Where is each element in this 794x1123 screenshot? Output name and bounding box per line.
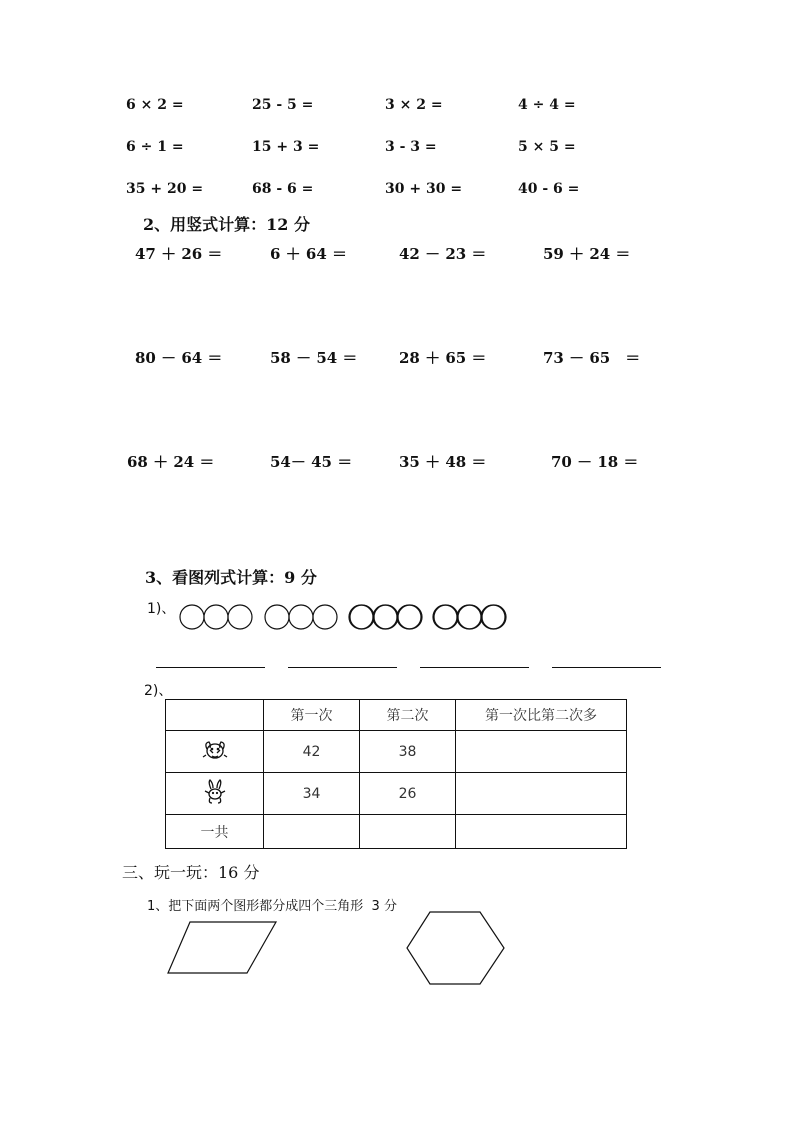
oral-problem: 15 + 3 = [252, 139, 320, 155]
table-row [166, 731, 627, 773]
circle-icon [433, 605, 457, 629]
oral-problem: 68 - 6 = [252, 181, 314, 197]
parallelogram-shape[interactable] [160, 915, 290, 980]
vertical-problem: 70 － 18 ＝ [551, 453, 639, 471]
table-row [166, 815, 627, 849]
oral-problem: 40 - 6 = [518, 181, 580, 197]
table-cell: 26 [360, 773, 456, 815]
vertical-problem: 6 ＋ 64 ＝ [270, 245, 347, 263]
answer-line[interactable] [552, 667, 661, 668]
answer-line[interactable] [288, 667, 397, 668]
table-answer-cell[interactable] [456, 773, 627, 815]
vertical-problem: 42 － 23 ＝ [399, 245, 487, 263]
table-header-cell: 第一次 [264, 700, 360, 731]
circle-icon [397, 605, 421, 629]
table-row [166, 773, 627, 815]
table-cell: 42 [264, 731, 360, 773]
table-header-row [166, 700, 627, 731]
circle-icon [265, 605, 289, 629]
oral-problem: 5 × 5 = [518, 139, 576, 155]
oral-problem: 30 + 30 = [385, 181, 463, 197]
section-play-title: 三、玩一玩：16 分 [122, 863, 260, 882]
table-answer-cell[interactable] [456, 731, 627, 773]
circle-icon [289, 605, 313, 629]
table-answer-cell[interactable] [456, 815, 627, 849]
circle-groups-figure-2 [0, 600, 794, 634]
table-cell: 38 [360, 731, 456, 773]
table-answer-cell[interactable] [360, 815, 456, 849]
vertical-problem: 59 ＋ 24 ＝ [543, 245, 631, 263]
oral-problem: 25 - 5 = [252, 97, 314, 113]
answer-line[interactable] [420, 667, 529, 668]
circle-icon [313, 605, 337, 629]
vertical-problem: 58 － 54 ＝ [270, 349, 358, 367]
circle-icon [457, 605, 481, 629]
vertical-problem: 28 ＋ 65 ＝ [399, 349, 487, 367]
oral-problem: 3 - 3 = [385, 139, 437, 155]
play-question-1: 1、把下面两个图形都分成四个三角形 3 分 [147, 899, 397, 914]
vertical-problem: 68 ＋ 24 ＝ [127, 453, 215, 471]
table-cell: 34 [264, 773, 360, 815]
section-2-title: 2、用竖式计算：12 分 [143, 215, 310, 234]
section-3-title: 3、看图列式计算：9 分 [145, 568, 317, 587]
circle-icon [180, 605, 204, 629]
rabbit-icon [203, 779, 227, 805]
oral-problem: 35 + 20 = [126, 181, 204, 197]
oral-problem: 6 × 2 = [126, 97, 184, 113]
table-icon-cell [166, 731, 264, 773]
vertical-problem: 54－ 45 ＝ [270, 453, 353, 471]
circle-icon [349, 605, 373, 629]
animal-face-icon [202, 739, 228, 761]
table-row-label: 一共 [166, 815, 264, 849]
vertical-problem: 47 ＋ 26 ＝ [135, 245, 223, 263]
oral-problem: 3 × 2 = [385, 97, 443, 113]
table-header-cell: 第二次 [360, 700, 456, 731]
table-header-cell: 第一次比第二次多 [456, 700, 627, 731]
table-header-cell [166, 700, 264, 731]
question-2-label: 2)、 [144, 683, 173, 699]
oral-problem: 6 ÷ 1 = [126, 139, 184, 155]
table-icon-cell [166, 773, 264, 815]
circle-icon [204, 605, 228, 629]
oral-problem: 4 ÷ 4 = [518, 97, 576, 113]
circle-icon [373, 605, 397, 629]
vertical-problem: 35 ＋ 48 ＝ [399, 453, 487, 471]
circle-icon [228, 605, 252, 629]
vertical-problem: 80 － 64 ＝ [135, 349, 223, 367]
table-answer-cell[interactable] [264, 815, 360, 849]
hexagon-shape[interactable] [400, 905, 512, 991]
comparison-table [165, 699, 627, 849]
answer-line[interactable] [156, 667, 265, 668]
circle-icon [481, 605, 505, 629]
question-1-label: 1)、 [147, 601, 176, 617]
vertical-problem: 73 － 65 ＝ [543, 349, 641, 367]
